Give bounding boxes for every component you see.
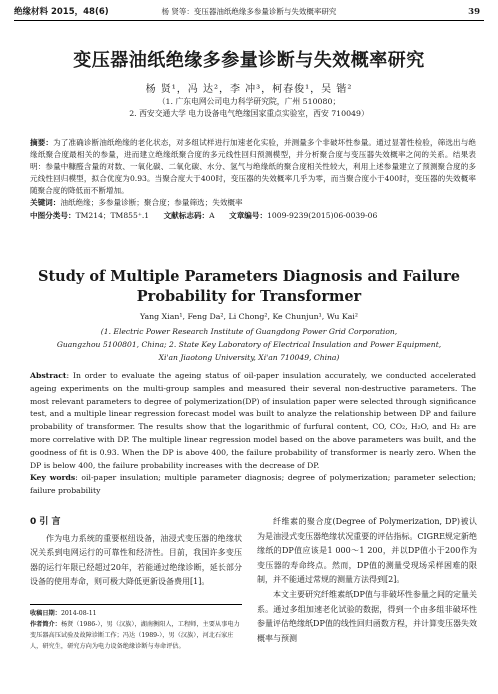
classification-line <box>30 210 476 222</box>
affiliation-line: 2. 西安交通大学 电力设备电气绝缘国家重点实验室，西安 710049） <box>129 109 369 118</box>
affiliation-line: Guangzhou 5100801, China; 2. State Key Laboratory of Electrical Insulation and Power Equipment, <box>56 339 442 349</box>
abstract-english <box>30 370 476 472</box>
abstract-text: : In order to evaluate the ageing status of oil-paper insulation accurately, we conducted accelerated ageing experiments on the multi-group samples and measured their several non-destructive parameters. The most relevant parameters to degree of polymerization(DP) of insulation paper were selected through significance test, and a multiple linear regression forecast model was built to analyze the relationship between DP and failure probability of transformer. The results show that the logarithmic of furfural content, CO, CO₂, H₂O, and H₂ are more correlative with DP. The multiple linear regression model based on the above parameters was built, and the goodness of fit is 0.93. When the DP is above 400, the failure probability of transformer is nearly zero. When the DP is below 400, the failure probability increases with the decrease of DP. <box>30 371 476 470</box>
doc-code-value: A <box>209 210 215 220</box>
affiliation-line: (1. Electric Power Research Institute of Guangdong Power Grid Corporation, <box>100 327 398 336</box>
keywords-english <box>30 472 476 498</box>
abstract-label: Abstract <box>30 371 67 380</box>
received-date <box>30 608 244 619</box>
keywords-label: 关键词： <box>30 198 61 208</box>
body-paragraph: 作为电力系统的重要枢纽设备，油浸式变压器的绝缘状况关系到电网运行的可靠性和经济性。目前，我国许多变压器的运行年限已经超过20年，若能通过绝缘诊断，延长部分设备的使用寿命，则可极大降低更新设备费用[1]。 <box>30 533 242 587</box>
footnote <box>30 608 244 652</box>
body-right-column <box>257 515 477 646</box>
clc-value: TM214；TM855⁺.1 <box>75 210 150 220</box>
bio-text: 杨贤（1986-），男（汉族），湖南衡阳人，工程师，主要从事电力变压器高压试验及故障诊断工作；冯达（1989-），男（汉族），河北石家庄人，研究生，研究方向为电力设备绝缘诊断与寿命评估。 <box>30 621 240 650</box>
journal-name: 绝缘材料 2015，48(6) <box>14 7 109 17</box>
received-value: 2014-08-11 <box>60 610 97 617</box>
keywords-text: : oil-paper insulation; multiple parameter diagnosis; degree of polymerization; parameter selection; failure probability <box>30 473 476 496</box>
doc-code-label: 文献标志码： <box>163 210 210 220</box>
running-title: 杨 贤等：变压器油纸绝缘多参量诊断与失效概率研究 <box>161 7 337 16</box>
keywords-text: 油纸绝缘；多参量诊断；聚合度；参量筛选；失效概率 <box>60 198 243 208</box>
keywords-label: Key words <box>30 473 76 483</box>
authors-english: Yang Xian¹, Feng Da², Li Chong², Ke Chunjun¹, Wu Kai² <box>139 312 359 321</box>
body-paragraph: 纤维素的聚合度(Degree of Polymerization, DP)被认为是油浸式变压器绝缘状况重要的评估指标。CIGRE规定新绝缘纸的DP值应该是1 000～1 200，并以DP值小于200作为变压器的寿命终点。然而，DP值的测量受现场采样困难的限制，并不能通过常规的测量方法得到[2]。 <box>257 517 477 585</box>
abstract-label: 摘要： <box>30 138 54 147</box>
article-id-value: 1009-9239(2015)06-0039-06 <box>267 210 378 220</box>
article-id-label: 文章编号： <box>229 210 268 220</box>
affiliations-english <box>10 326 488 364</box>
received-label: 收稿日期： <box>30 610 61 617</box>
abstract-chinese <box>30 137 476 197</box>
author-bio <box>30 619 244 652</box>
running-header <box>14 6 484 18</box>
header-rule <box>14 20 484 21</box>
affiliation-line: Xi'an Jiaotong University, Xi'an 710049, China) <box>158 352 340 362</box>
affiliations-chinese <box>10 96 488 120</box>
page-number: 39 <box>468 7 480 17</box>
abstract-english-block <box>30 370 476 498</box>
abstract-chinese-block <box>30 137 476 222</box>
title-chinese: 变压器油纸绝缘多参量诊断与失效概率研究 <box>73 50 425 71</box>
clc-label: 中图分类号： <box>30 210 76 220</box>
footnote-rule <box>30 604 242 605</box>
body-paragraph: 本文主要研究纤维素纸DP值与非破坏性参量之间的定量关系。通过多组加速老化试验的数据，得到一个由多组非破坏性参量评估绝缘纸DP值的线性回归函数方程，并计算变压器失效概率与预测 <box>257 589 477 643</box>
body-left-column <box>30 515 242 590</box>
affiliation-line: （1. 广东电网公司电力科学研究院，广州 510080； <box>157 97 341 106</box>
keywords-chinese <box>30 197 476 209</box>
section-heading: 0 引 言 <box>30 517 61 527</box>
title-english: Study of Multiple Parameters Diagnosis and Failure Probability for Transformer <box>38 268 460 305</box>
bio-label: 作者简介： <box>30 621 61 628</box>
abstract-text: 为了准确诊断油纸绝缘的老化状态，对多组试样进行加速老化实验，并测量多个非破坏性参量。通过显著性检验，筛选出与绝缘纸聚合度最相关的参量，进而建立绝缘纸聚合度的多元线性回归预测模型，并分析聚合度与变压器失效概率之间的关系。结果表明：参量中糠醛含量的对数、一氧化碳、二氧化碳、水分、氢气与绝缘纸的聚合度相关性较大，利用上述参量建立了预测聚合度的多元线性回归模型，拟合优度为0.93。当聚合度大于400时，变压器的失效概率几乎为零，而当聚合度小于400时，变压器的失效概率随聚合度的降低而不断增加。 <box>30 138 476 196</box>
authors-chinese: 杨 贤¹，冯 达²，李 冲³，柯春俊¹，吴 锴² <box>145 84 353 95</box>
